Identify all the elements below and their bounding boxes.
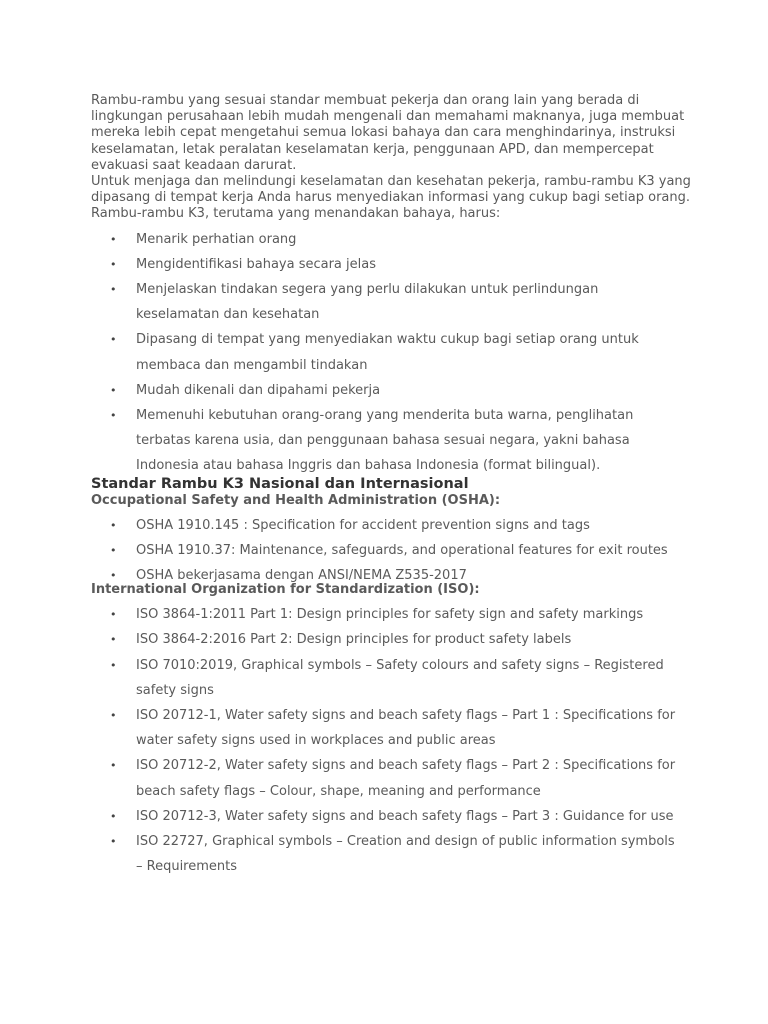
list-item: • OSHA 1910.145 : Specification for accident prevention signs and tags — [91, 513, 676, 538]
list-item: • OSHA 1910.37: Maintenance, safeguards, and operational features for exit routes — [91, 538, 676, 563]
bullet-icon: • — [110, 759, 117, 773]
list-item: • Memenuhi kebutuhan orang-orang yang menderita buta warna, penglihatan terbatas karena usia, dan penggunaan bahasa sesuai negara, yakni bahasa Indonesia atau bahasa Inggris dan bahasa Indonesia (format bilingual). — [91, 403, 676, 479]
list-item: • OSHA bekerjasama dengan ANSI/NEMA Z535-2017 — [91, 563, 676, 588]
osha-list — [91, 513, 691, 589]
bullet-icon: • — [110, 257, 117, 271]
bullet-icon: • — [110, 232, 117, 246]
list-item: • ISO 3864-1:2011 Part 1: Design principles for safety sign and safety markings — [91, 602, 676, 627]
intro-paragraph-1: Rambu-rambu yang sesuai standar membuat pekerja dan orang lain yang berada di lingkungan perusahaan lebih mudah mengenali dan memahami maknanya, juga membuat mereka lebih cepat mengetahui semua lokasi bahaya dan cara menghindarinya, instruksi keselamatan, letak peralatan keselamatan kerja, penggunaan APD, dan mempercepat evakuasi saat keadaan darurat. — [91, 93, 685, 173]
bullet-icon: • — [110, 333, 117, 347]
bullet-icon: • — [110, 608, 117, 622]
list-item: • Mengidentifikasi bahaya secara jelas — [91, 252, 676, 277]
list-item: • ISO 20712-2, Water safety signs and beach safety flags – Part 2 : Specifications for beach safety flags – Colour, shape, meaning and performance — [91, 753, 676, 803]
osha-heading: Occupational Safety and Health Administration (OSHA): — [91, 492, 501, 508]
bullet-icon: • — [110, 383, 117, 397]
list-item: • ISO 3864-2:2016 Part 2: Design principles for product safety labels — [91, 627, 676, 652]
iso-heading: International Organization for Standardization (ISO): — [91, 582, 480, 598]
intro-paragraph-2: Untuk menjaga dan melindungi keselamatan dan kesehatan pekerja, rambu-rambu K3 yang dipasang di tempat kerja Anda harus menyediakan informasi yang cukup bagi setiap orang. Rambu-rambu K3, terutama yang menandakan bahaya, harus: — [91, 174, 691, 222]
bullet-icon: • — [110, 633, 117, 647]
list-item: • ISO 20712-1, Water safety signs and beach safety flags – Part 1 : Specifications for water safety signs used in workplaces and public areas — [91, 703, 676, 753]
bullet-icon: • — [110, 835, 117, 849]
list-item: • Dipasang di tempat yang menyediakan waktu cukup bagi setiap orang untuk membaca dan mengambil tindakan — [91, 327, 676, 377]
bullet-icon: • — [110, 409, 117, 423]
list-item: • ISO 7010:2019, Graphical symbols – Safety colours and safety signs – Registered safety signs — [91, 653, 676, 703]
standards-heading: Standar Rambu K3 Nasional dan Internasional — [91, 475, 469, 492]
list-item: • Mudah dikenali dan dipahami pekerja — [91, 378, 676, 403]
list-item: • Menarik perhatian orang — [91, 227, 676, 252]
bullet-icon: • — [110, 543, 117, 557]
bullet-icon: • — [110, 283, 117, 297]
bullet-icon: • — [110, 569, 117, 583]
bullet-icon: • — [110, 809, 117, 823]
requirements-list — [91, 227, 691, 479]
bullet-icon: • — [110, 518, 117, 532]
list-item: • Menjelaskan tindakan segera yang perlu dilakukan untuk perlindungan keselamatan dan kesehatan — [91, 277, 676, 327]
bullet-icon: • — [110, 709, 117, 723]
list-item: • ISO 20712-3, Water safety signs and beach safety flags – Part 3 : Guidance for use — [91, 804, 676, 829]
bullet-icon: • — [110, 658, 117, 672]
list-item: • ISO 22727, Graphical symbols – Creation and design of public information symbols – Requirements — [91, 829, 676, 879]
document-page — [91, 93, 691, 880]
iso-list — [91, 602, 691, 879]
